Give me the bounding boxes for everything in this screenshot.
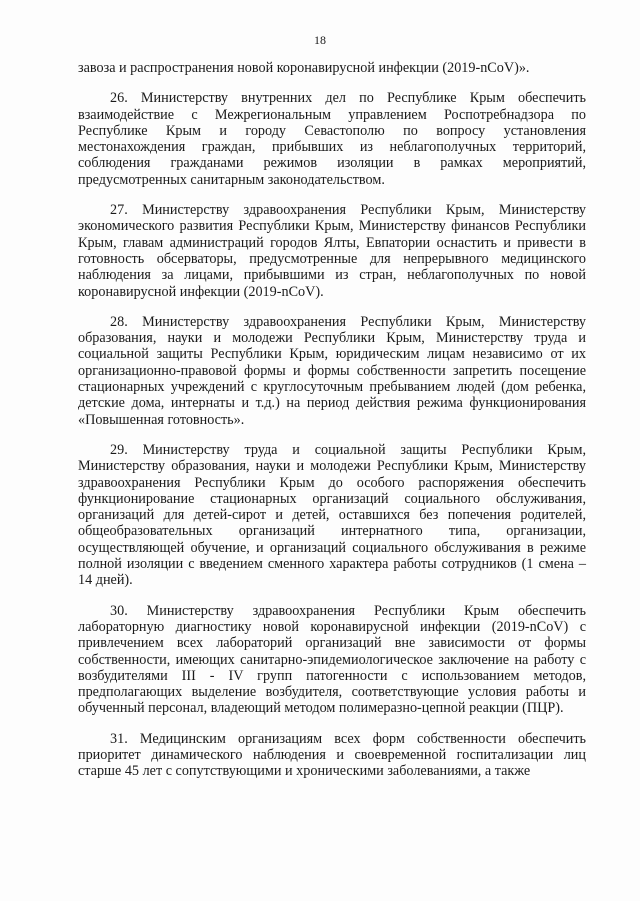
paragraph-continuation: завоза и распространения новой коронавирусной инфекции (2019-nCoV)». xyxy=(78,60,530,76)
paragraph-31: 31. Медицинским организациям всех форм собственности обеспечить приоритет динамического наблюдения и своевременной госпитализации лиц старше 45 лет с сопутствующими и хроническими заболеваниями, а также xyxy=(78,730,586,780)
paragraph-26: 26. Министерству внутренних дел по Республике Крым обеспечить взаимодействие с Межрегиональным управлением Роспотребнадзора по Республике Крым и городу Севастополю по вопросу установления местонахождения граждан, прибывших из неблагополучных территорий, соблюдения гражданами режимов изоляции в рамках мероприятий, предусмотренных санитарным законодательством. xyxy=(78,90,586,188)
paragraph-28: 28. Министерству здравоохранения Республики Крым, Министерству образования, науки и молодежи Республики Крым, Министерству труда и социальной защиты Республики Крым, юридическим лицам независимо от их организационно-правовой формы и формы собственности запретить посещение стационарных учреждений с круглосуточным пребыванием людей (дом ребенка, детские дома, интернаты и т.д.) на период действия режима функционирования «Повышенная готовность». xyxy=(78,313,586,428)
paragraph-30: 30. Министерству здравоохранения Республики Крым обеспечить лабораторную диагностику новой коронавирусной инфекции (2019-nCoV) с привлечением всех лабораторий организаций вне зависимости от формы собственности, имеющих санитарно-эпидемиологическое заключение на работу с возбудителями III - IV групп патогенности с использованием методов, предполагающих выделение возбудителя, соответствующие условия работы и обученный персонал, владеющий методом полимеразно-цепной реакции (ПЦР). xyxy=(78,602,586,717)
page-number: 18 xyxy=(314,33,326,47)
paragraph-27: 27. Министерству здравоохранения Республики Крым, Министерству экономического развития Республики Крым, Министерству финансов Республики Крым, главам администраций городов Ялты, Евпатории оснастить и привести в готовность обсерваторы, предусмотренные для непрерывного медицинского наблюдения за лицами, прибывшими из стран, неблагополучных по новой коронавирусной инфекции (2019-nCoV). xyxy=(78,202,586,300)
paragraph-29: 29. Министерству труда и социальной защиты Республики Крым, Министерству образования, науки и молодежи Республики Крым, Министерству здравоохранения Республики Крым до особого распоряжения обеспечить функционирование стационарных организаций социального обслуживания, организаций для детей-сирот и детей, оставшихся без попечения родителей, общеобразовательных организаций интернатного типа, организации, осуществляющей обучение, и организаций социального обслуживания в режиме полной изоляции с введением сменного характера работы сотрудников (1 смена – 14 дней). xyxy=(78,441,586,589)
document-body xyxy=(78,60,586,780)
